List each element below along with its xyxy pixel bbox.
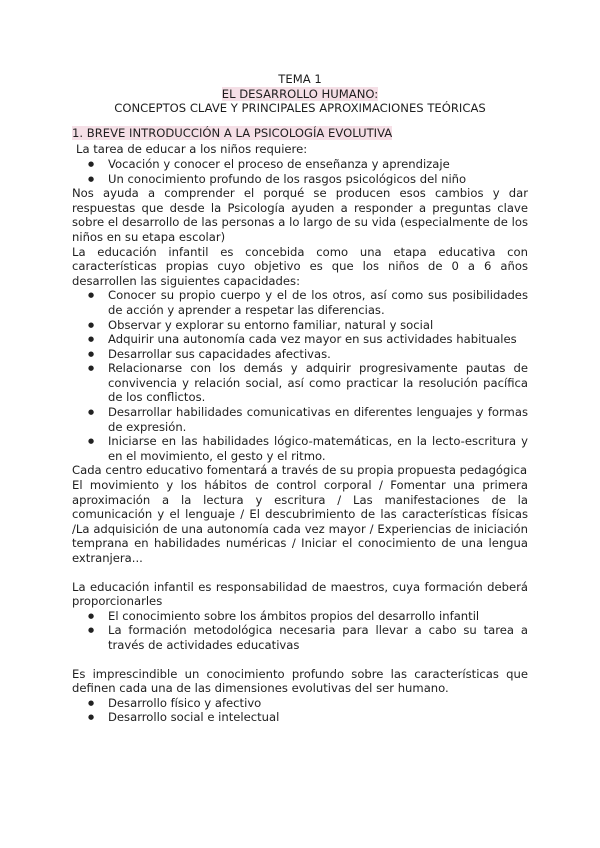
dimensions-list (72, 696, 528, 725)
list-item: ● Desarrollar habilidades comunicativas en diferentes lenguajes y formas de expresión. (72, 405, 528, 434)
paragraph: Nos ayuda a comprender el porqué se producen esos cambios y dar respuestas que desde la Psicología ayuden a responder a preguntas clave sobre el desarrollo de las personas a lo largo de su vida (especialmente de los niños en su etapa escolar) (72, 186, 528, 244)
intro-text: La tarea de educar a los niños requiere: (76, 142, 308, 157)
paragraph: La educación infantil es concebida como una etapa educativa con características propias cuyo objetivo es que los niños de 0 a 6 años desarrollen las siguientes capacidades: (72, 244, 528, 288)
list-item: ● El conocimiento sobre los ámbitos propios del desarrollo infantil (72, 609, 528, 624)
requirements-list (72, 157, 528, 186)
section-heading-text: 1. BREVE INTRODUCCIÓN A LA PSICOLOGÍA EVOLUTIVA (72, 125, 393, 140)
section-heading (72, 126, 528, 141)
tema-label: TEMA 1 (278, 72, 322, 86)
capacities-list (72, 288, 528, 463)
list-item: ● Iniciarse en las habilidades lógico-matemáticas, en la lecto-escritura y en el movimiento, el gesto y el ritmo. (72, 434, 528, 463)
paragraph: Es imprescindible un conocimiento profundo sobre las características que definen cada una de las dimensiones evolutivas del ser humano. (72, 666, 528, 696)
document-title (72, 87, 528, 102)
spacer (72, 566, 528, 580)
list-item: ● Observar y explorar su entorno familiar, natural y social (72, 318, 528, 333)
list-item: ● Desarrollar sus capacidades afectivas. (72, 347, 528, 362)
paragraph: La educación infantil es responsabilidad de maestros, cuya formación deberá proporcionarles (72, 579, 528, 609)
list-item: ● Vocación y conocer el proceso de enseñanza y aprendizaje (72, 157, 528, 172)
list-item: ● Desarrollo físico y afectivo (72, 696, 528, 711)
paragraph: Cada centro educativo fomentará a través de su propia propuesta pedagógica (72, 463, 528, 478)
list-item: ● Conocer su propio cuerpo y el de los otros, así como sus posibilidades de acción y aprender a respetar las diferencias. (72, 288, 528, 317)
list-item: ● Un conocimiento profundo de los rasgos psicológicos del niño (72, 172, 528, 187)
spacer (72, 653, 528, 667)
list-item: ● Adquirir una autonomía cada vez mayor en sus actividades habituales (72, 332, 528, 347)
document-subtitle: CONCEPTOS CLAVE Y PRINCIPALES APROXIMACIONES TEÓRICAS (114, 101, 486, 116)
list-item: ● Desarrollo social e intelectual (72, 710, 528, 725)
training-list (72, 609, 528, 653)
paragraph: El movimiento y los hábitos de control corporal / Fomentar una primera aproximación a la lectura y escritura / Las manifestaciones de la comunicación y el lenguaje / El descubrimiento de las características físicas /La adquisición de una autonomía cada vez mayor / Experiencias de iniciación temprana en habilidades numéricas / Iniciar el conocimiento de una lengua extranjera... (72, 478, 528, 565)
list-item: ● Relacionarse con los demás y adquirir progresivamente pautas de convivencia y relación social, así como practicar la resolución pacífica de los conflictos. (72, 361, 528, 405)
document-content (72, 72, 528, 725)
list-item: ● La formación metodológica necesaria para llevar a cabo su tarea a través de actividades educativas (72, 623, 528, 652)
document-title-text: EL DESARROLLO HUMANO: (221, 86, 379, 101)
